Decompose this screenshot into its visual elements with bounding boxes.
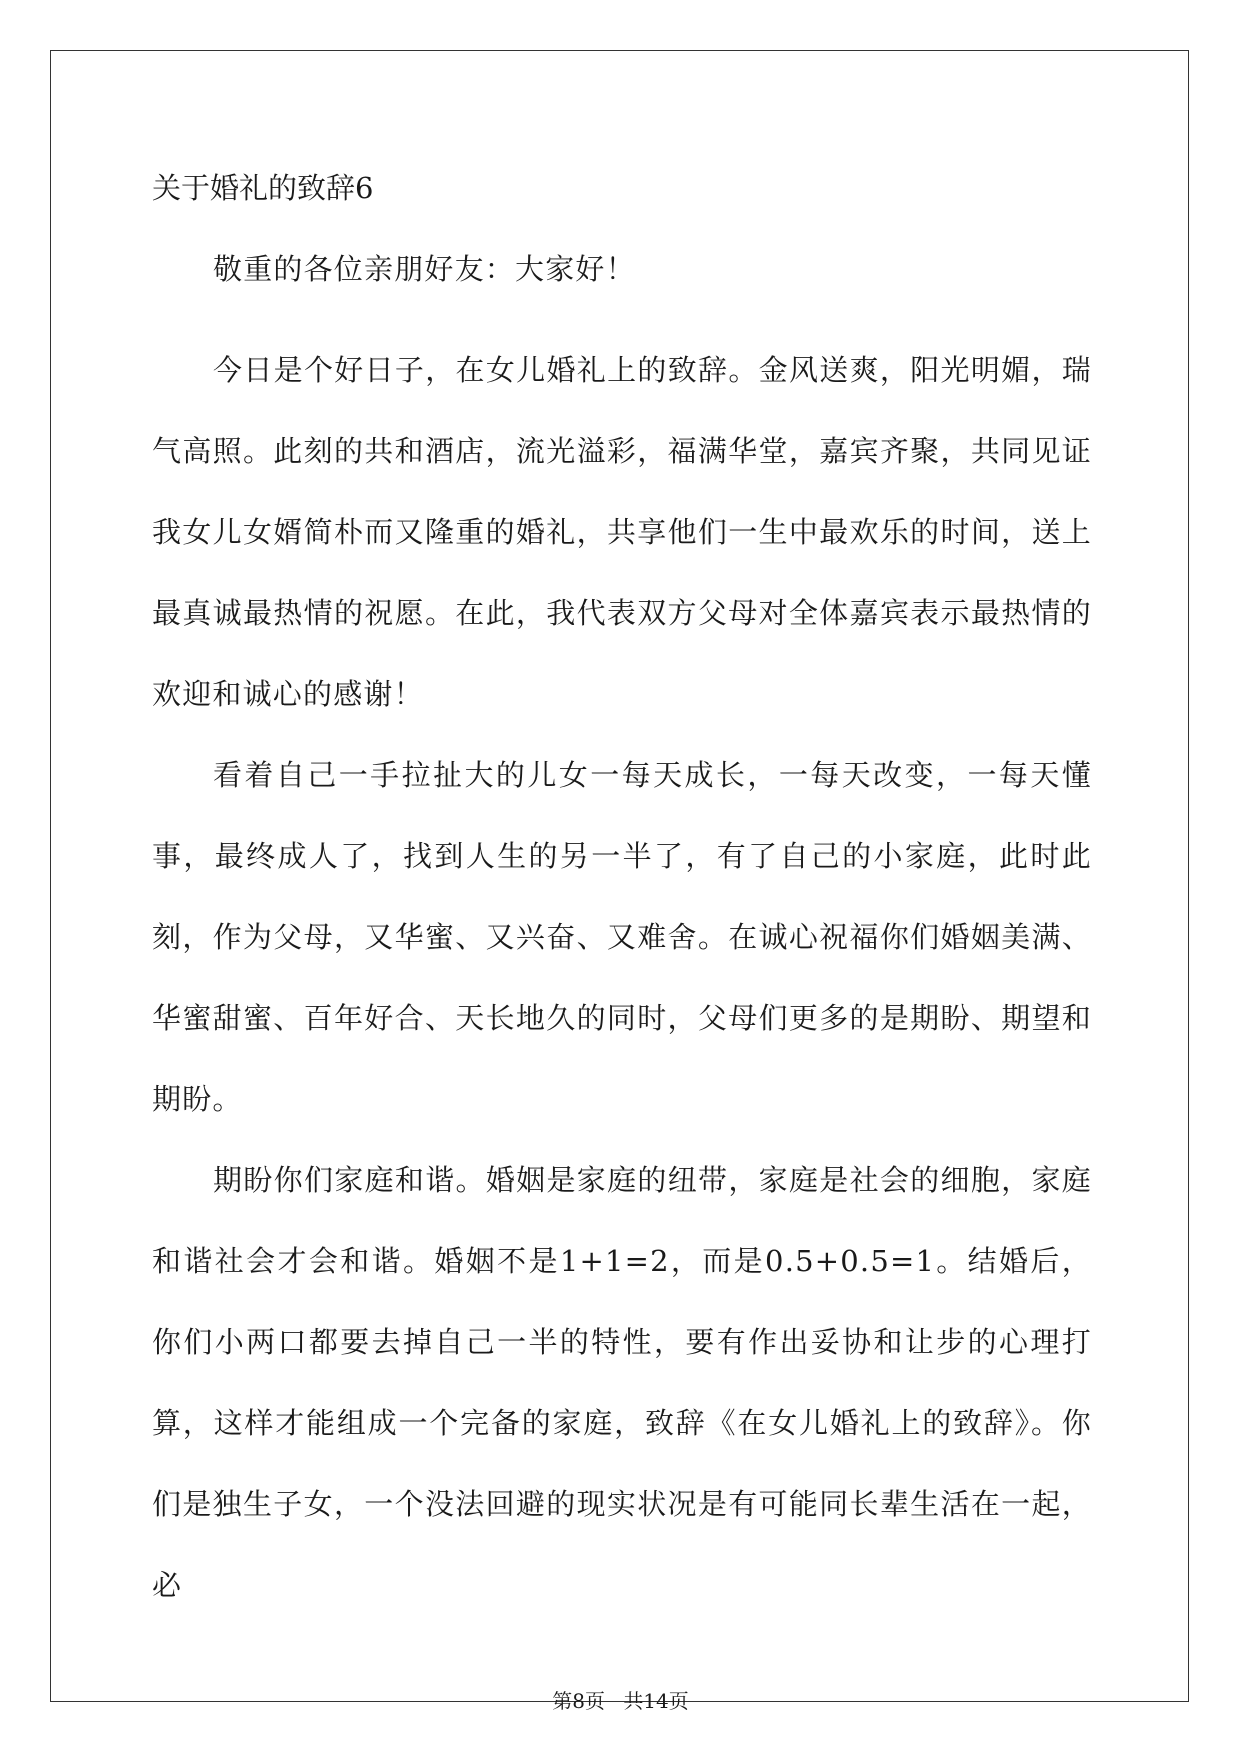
- document-title: 关于婚礼的致辞6: [152, 171, 374, 205]
- body-paragraph-3: 期盼你们家庭和谐。婚姻是家庭的纽带，家庭是社会的细胞，家庭和谐社会才会和谐。婚姻不是1+1=2，而是0.5+0.5=1。结婚后，你们小两口都要去掉自己一半的特性，要有作出妥协和让步的心理打算，这样才能组成一个完备的家庭，致辞《在女儿婚礼上的致辞》。你们是独生子女，一个没法回避的现实状况是有可能同长辈生活在一起，必: [152, 1163, 1092, 1602]
- body-paragraph-1: 今日是个好日子，在女儿婚礼上的致辞。金风送爽，阳光明媚，瑞气高照。此刻的共和酒店，流光溢彩，福满华堂，嘉宾齐聚，共同见证我女儿女婿简朴而又隆重的婚礼，共享他们一生中最欢乐的时间，送上最真诚最热情的祝愿。在此，我代表双方父母对全体嘉宾表示最热情的欢迎和诚心的感谢！: [152, 353, 1092, 711]
- page-footer: [0, 1688, 1241, 1714]
- page-number: 第8页: [552, 1689, 605, 1713]
- page-total: 共14页: [623, 1689, 689, 1713]
- greeting-paragraph: 敬重的各位亲朋好友：大家好！: [213, 252, 636, 286]
- document-body: [152, 168, 1092, 1626]
- body-paragraph-2: 看着自己一手拉扯大的儿女一每天成长，一每天改变，一每天懂事，最终成人了，找到人生的另一半了，有了自己的小家庭，此时此刻，作为父母，又华蜜、又兴奋、又难舍。在诚心祝福你们婚姻美满、华蜜甜蜜、百年好合、天长地久的同时，父母们更多的是期盼、期望和期盼。: [152, 758, 1092, 1116]
